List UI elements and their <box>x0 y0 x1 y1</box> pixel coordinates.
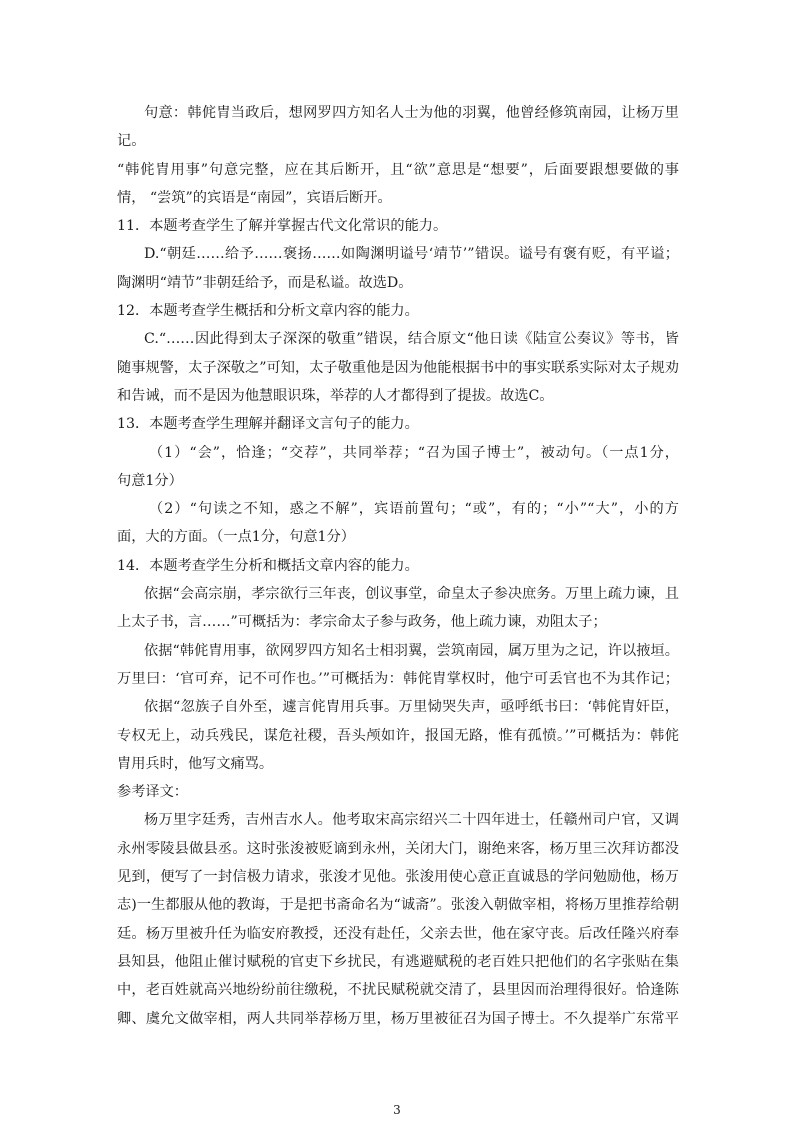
body-line: 陶渊明“靖节”非朝廷给予，而是私谥。故选D。 <box>117 274 413 291</box>
body-line: 和告诫，而不是因为他慧眼识珠，举荐的人才都得到了提拔。故选C。 <box>117 387 554 404</box>
body-line: 万里曰：‘官可弃，记不可作也。’”可概括为：韩侂胄掌权时，他宁可丢官也不为其作记； <box>117 670 679 687</box>
page-number: 3 <box>393 1103 401 1117</box>
body-line: 永州零陵县做县丞。这时张浚被贬谪到永州，关闭大门，谢绝来客，杨万里三次拜访都没 <box>117 840 679 857</box>
section-heading: 14．本题考查学生分析和概括文章内容的能力。 <box>117 557 419 574</box>
body-line: 上太子书，言……”可概括为：孝宗命太子参与政务，他上疏力谏，劝阻太子； <box>117 614 607 631</box>
body-line: 卿、虞允文做宰相，两人共同举荐杨万里，杨万里被征召为国子博士。不久提举广东常平 <box>117 1010 679 1027</box>
body-line: 胄用兵时，他写文痛骂。 <box>117 755 274 772</box>
section-heading: 12．本题考查学生概括和分析文章内容的能力。 <box>117 303 419 320</box>
body-line: 见到，便写了一封信极力请求，张浚才见他。张浚用使心意正直诚恳的学问勉励他，杨万 <box>117 869 679 886</box>
body-line: C.“……因此得到太子深深的敬重”错误，结合原文“他日读《陆宣公奏议》等书，皆 <box>144 331 679 348</box>
body-line: （2）“句读之不知，惑之不解”，宾语前置句；“或”，有的；“小”“大”，小的方 <box>149 501 679 518</box>
body-line: “韩侂胄用事”句意完整，应在其后断开，且“欲”意思是“想要”，后面要跟想要做的事 <box>117 161 679 178</box>
body-line: 句意1分） <box>117 472 183 489</box>
body-line: 廷。杨万里被升任为临安府教授，还没有赴任，父亲去世，他在家守丧。后改任隆兴府奉 <box>117 925 679 942</box>
body-line: D.“朝廷……给予……褒扬……如陶渊明谥号‘靖节’”错误。谥号有褒有贬，有平谥； <box>144 246 679 263</box>
body-line: 杨万里字廷秀，吉州吉水人。他考取宋高宗绍兴二十四年进士，任赣州司户官，又调 <box>144 812 679 829</box>
page-body <box>117 99 679 1033</box>
body-line: 记。 <box>117 133 146 150</box>
body-line: 县知县，他阻止催讨赋税的官吏下乡扰民，有逃避赋税的老百姓只把他们的名字张贴在集 <box>117 953 679 970</box>
body-line: 情， “尝筑”的宾语是“南园”，宾语后断开。 <box>117 189 392 206</box>
body-line: 随事规警，太子深敬之”可知，太子敬重他是因为他能根据书中的事实联系实际对太子规劝 <box>117 359 679 376</box>
body-line: 句意：韩侂胄当政后，想网罗四方知名人士为他的羽翼，他曾经修筑南园，让杨万里 <box>144 105 679 121</box>
body-line: 面，大的方面。（一点1分，句意1分） <box>117 529 355 546</box>
section-heading: 参考译文： <box>117 784 188 801</box>
section-heading: 11．本题考查学生了解并掌握古代文化常识的能力。 <box>117 218 448 235</box>
body-line: 中，老百姓就高兴地纷纷前往缴税，不扰民赋税就交清了，县里因而治理得很好。恰逢陈 <box>117 982 679 999</box>
body-line: （1）“会”，恰逢；“交荐”，共同举荐；“召为国子博士”，被动句。（一点1分， <box>149 444 679 461</box>
body-line: 志)一生都服从他的教诲，于是把书斋命名为“诚斋”。张浚入朝做宰相，将杨万里推荐给朝 <box>117 897 679 914</box>
body-line: 依据“会高宗崩，孝宗欲行三年丧，创议事堂，命皇太子参决庶务。万里上疏力谏，且 <box>144 586 679 603</box>
body-line: 专权无上，动兵残民，谋危社稷，吾头颅如许，报国无路，惟有孤愤。’”可概括为：韩侂 <box>117 727 679 744</box>
body-line: 依据“忽族子自外至，遽言侂胄用兵事。万里恸哭失声，亟呼纸书曰：‘韩侂胄奸臣， <box>144 699 679 716</box>
body-line: 依据“韩侂胄用事，欲网罗四方知名士相羽翼，尝筑南园，属万里为之记，许以掖垣。 <box>144 642 679 659</box>
section-heading: 13．本题考查学生理解并翻译文言句子的能力。 <box>117 416 419 433</box>
